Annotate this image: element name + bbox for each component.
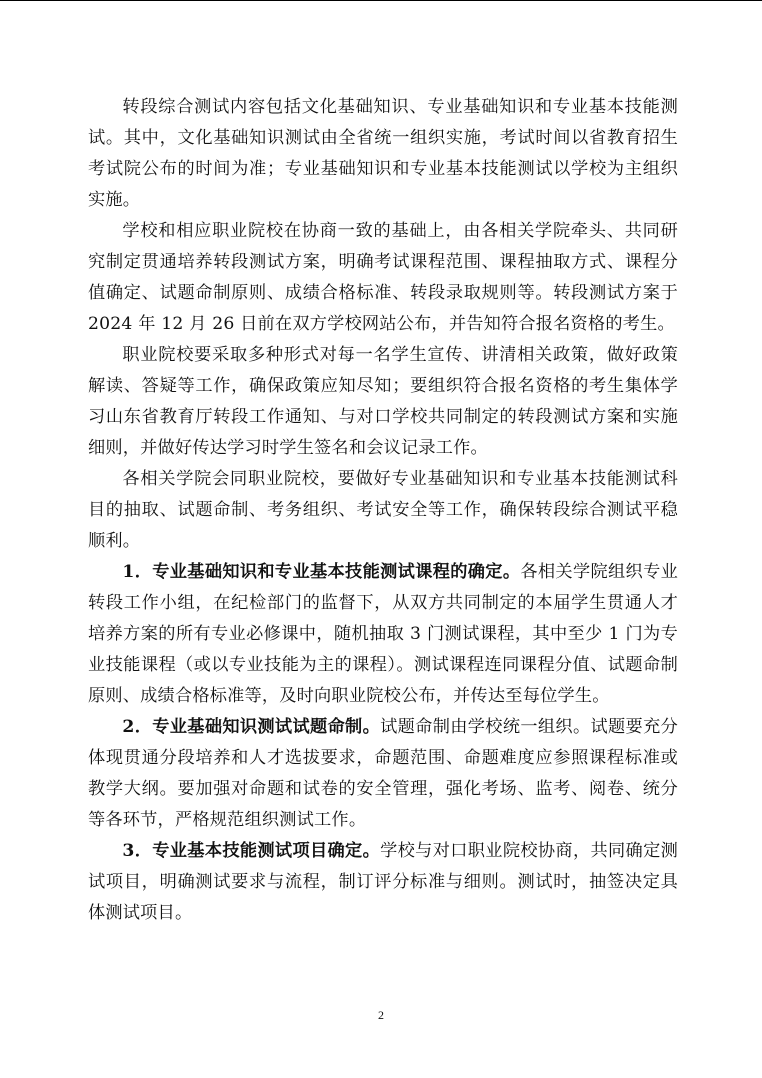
paragraph-text: 职业院校要采取多种形式对每一名学生宣传、讲清相关政策，做好政策解读、答疑等工作，确保政策应知尽知；要组织符合报名资格的考生集体学习山东省教育厅转段工作通知、与对口学校共同制定的转段测试方案和实施细则，并做好传达学习时学生签名和会议记录工作。 [88,345,678,458]
paragraph-test-content [88,92,678,216]
page-number: 2 [378,1008,384,1022]
paragraph-text: 各相关学院会同职业院校，要做好专业基础知识和专业基本技能测试科目的抽取、试题命制、考务组织、考试安全等工作，确保转段综合测试平稳顺利。 [88,469,678,551]
paragraph-item-3-skill-test [88,836,678,929]
paragraph-item-2-question-setting [88,712,678,836]
paragraph-exam-organization [88,464,678,557]
page-top-border [0,0,762,1]
paragraph-lead: 2．专业基础知识测试试题命制。 [122,717,381,737]
document-body [88,92,678,929]
paragraph-item-1-course-selection [88,557,678,712]
paragraph-text: 各相关学院组织专业转段工作小组，在纪检部门的监督下，从双方共同制定的本届学生贯通人才培养方案的所有专业必修课中，随机抽取 3 门测试课程，其中至少 1 门为专业技能课程（或以专业技能为主的课程）。测试课程连同课程分值、试题命制原则、成绩合格标准等，及时向职业院校公布，并传达至每位学生。 [88,562,678,706]
paragraph-text: 学校和相应职业院校在协商一致的基础上，由各相关学院牵头、共同研究制定贯通培养转段测试方案，明确考试课程范围、课程抽取方式、课程分值确定、试题命制原则、成绩合格标准、转段录取规则等。转段测试方案于 2024 年 12 月 26 日前在双方学校网站公布，并告知符合报名资格的考生。 [88,221,678,334]
paragraph-text: 转段综合测试内容包括文化基础知识、专业基础知识和专业基本技能测试。其中，文化基础知识测试由全省统一组织实施，考试时间以省教育招生考试院公布的时间为准；专业基础知识和专业基本技能测试以学校为主组织实施。 [88,97,678,210]
paragraph-lead: 1．专业基础知识和专业基本技能测试课程的确定。 [122,562,521,582]
paragraph-text: 学校与对口职业院校协商，共同确定测试项目，明确测试要求与流程，制订评分标准与细则。测试时，抽签决定具体测试项目。 [88,841,678,923]
paragraph-policy-promotion [88,340,678,464]
paragraph-test-plan [88,216,678,340]
paragraph-lead: 3．专业基本技能测试项目确定。 [122,841,381,861]
paragraph-text: 试题命制由学校统一组织。试题要充分体现贯通分段培养和人才选拔要求，命题范围、命题难度应参照课程标准或教学大纲。要加强对命题和试卷的安全管理，强化考场、监考、阅卷、统分等各环节，严格规范组织测试工作。 [88,717,678,830]
